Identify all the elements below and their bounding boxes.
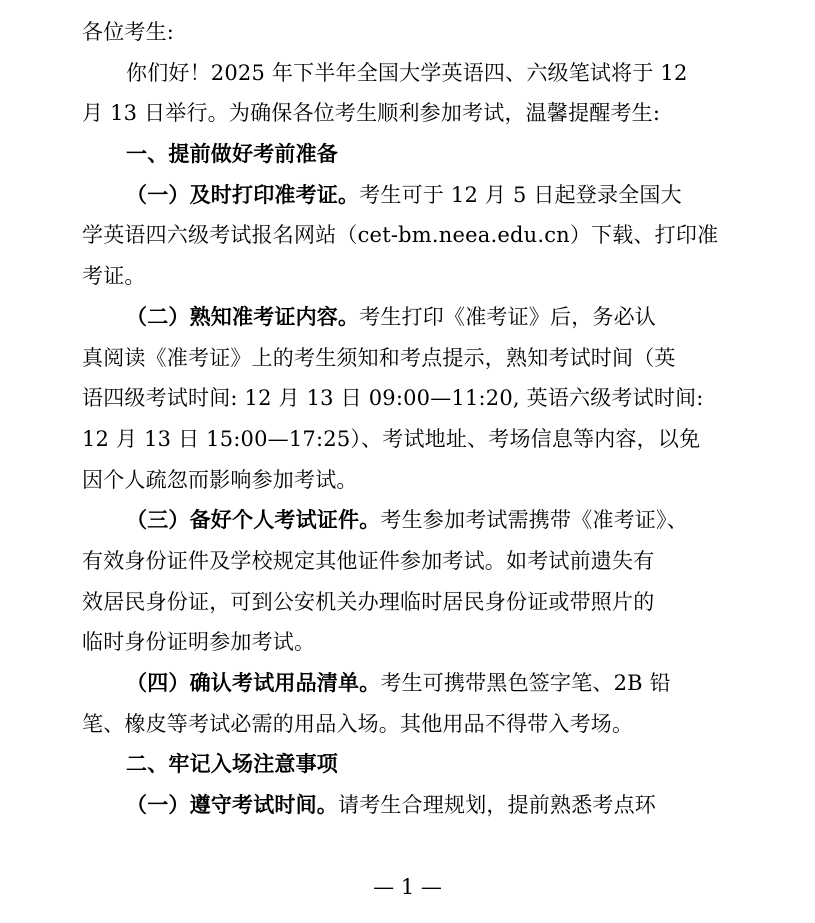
item-1-3-line-3: 效居民身份证，可到公安机关办理临时居民身份证或带照片的 [82, 589, 655, 614]
intro-line-2: 月 13 日举行。为确保各位考生顺利参加考试，温馨提醒考生: [82, 101, 661, 126]
document-body [82, 12, 742, 826]
item-1-2-line-5: 因个人疏忽而影响参加考试。 [82, 467, 358, 492]
item-1-1-title: （一）及时打印准考证。 [126, 181, 360, 207]
item-1-4-line-2: 笔、橡皮等考试必需的用品入场。其他用品不得带入考场。 [82, 711, 634, 736]
item-1-4-text: 考生可携带黑色签字笔、2B 铅 [380, 671, 671, 695]
item-1-3-line-4: 临时身份证明参加考试。 [82, 630, 316, 655]
item-1-3-text: 考生参加考试需携带《准考证》、 [380, 508, 688, 533]
item-1-4-title: （四）确认考试用品清单。 [126, 670, 381, 695]
item-1-2-line-1 [82, 297, 742, 338]
item-1-4-line-1 [82, 663, 742, 704]
item-1-1-text: 考生可于 12 月 5 日起登录全国大 [359, 182, 682, 207]
item-1-2-text: 考生打印《准考证》后，务必认 [359, 304, 657, 329]
item-2-1-text: 请考生合理规划，提前熟悉考点环 [338, 793, 656, 818]
section-1-heading: 一、提前做好考前准备 [126, 141, 338, 167]
section-2-heading: 二、牢记入场注意事项 [126, 751, 338, 777]
salutation: 各位考生: [82, 20, 175, 44]
item-1-3-title: （三）备好个人考试证件。 [126, 507, 381, 533]
item-1-1-line-1 [82, 175, 742, 216]
item-1-3-line-2: 有效身份证件及学校规定其他证件参加考试。如考试前遗失有 [82, 548, 655, 573]
item-1-3-line-1 [82, 500, 742, 541]
item-1-1-line-3: 考证。 [82, 264, 146, 289]
intro-line-1: 你们好！2025 年下半年全国大学英语四、六级笔试将于 12 [126, 60, 688, 85]
item-1-2-title: （二）熟知准考证内容。 [126, 303, 360, 329]
page-number: — 1 — [373, 875, 442, 899]
item-2-1-title: （一）遵守考试时间。 [126, 792, 338, 818]
item-1-2-line-2: 真阅读《准考证》上的考生须知和考点提示，熟知考试时间（英 [82, 345, 676, 370]
item-1-2-line-4: 12 月 13 日 15:00—17:25）、考试地址、考场信息等内容，以免 [82, 426, 701, 451]
item-1-2-line-3: 语四级考试时间: 12 月 13 日 09:00—11:20, 英语六级考试时间: [82, 386, 704, 411]
item-2-1-line-1 [82, 785, 742, 826]
item-1-1-line-2: 学英语四六级考试报名网站（cet-bm.neea.edu.cn）下载、打印准 [82, 223, 719, 248]
